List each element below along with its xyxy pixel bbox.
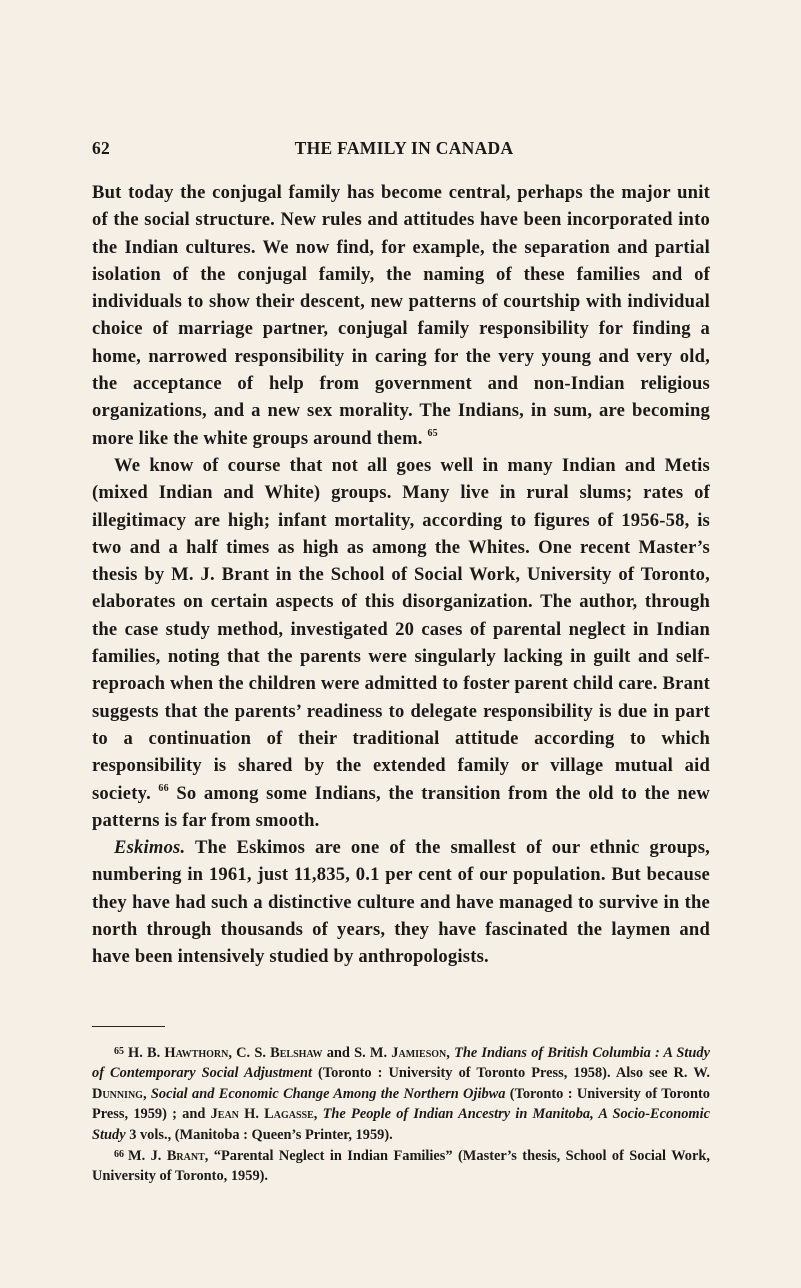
footnote-author: Dunning <box>92 1085 143 1102</box>
footnote-text: , <box>142 1085 151 1102</box>
footnote-number: 66 <box>114 1149 124 1161</box>
footnote-text: 3 vols., (Manitoba : Queen’s Printer, 1959). <box>125 1126 393 1143</box>
footnote-text: (Toronto : University of Toronto Press, 1959) ; and <box>92 1085 710 1123</box>
footnote-text: , “Parental Neglect in Indian Families” (Master’s thesis, School of Social Work, University of Toronto, 1959). <box>92 1148 710 1185</box>
footnote-text: , <box>446 1045 455 1061</box>
paragraph-text: We know of course that not all goes well in many Indian and Metis (mixed Indian and White) groups. Many live in rural slums; rates of illegitimacy are high; infant mortality, according to figures of 1956-58, is two and a half times as high as among the Whites. One recent Master’s thesis by M. J. Brant in the School of Social Work, University of Toronto, elaborates on certain aspects of this disorganization. The author, through the case study method, investigated 20 cases of parental neglect in Indian families, noting that the parents were singularly lacking in guilt and self-reproach when the children were admitted to foster parent child care. Brant suggests that the parents’ readiness to delegate responsibility is due in part to a continuation of their traditional attitude according to which responsibility is shared by the extended family or village mutual aid society. <box>92 454 710 804</box>
footnote-title: The People of Indian Ancestry in Manitoba, A Socio-Economic Study <box>92 1106 710 1143</box>
footnote-author: Belshaw <box>270 1045 323 1061</box>
footnote-text: (Toronto : University of Toronto Press, 1958). Also see R. W. <box>311 1065 710 1082</box>
footnote-author: Jamieson <box>391 1045 447 1061</box>
running-title: THE FAMILY IN CANADA <box>294 138 514 158</box>
footnote-author: Jean <box>210 1106 239 1123</box>
footnote-divider <box>92 1026 165 1027</box>
footnote-author: Brant <box>166 1148 205 1165</box>
footnote-65 <box>92 1042 710 1145</box>
body-text <box>92 179 710 971</box>
footnote-66 <box>92 1145 710 1187</box>
footnote-text: , C. S. <box>228 1045 271 1061</box>
paragraph-text-tail: So among some Indians, the transition from the old to the new patterns is far from smooth. <box>92 782 710 831</box>
page-number: 62 <box>92 138 111 158</box>
footnote-author: H. B. Hawthorn <box>128 1045 229 1061</box>
footnote-ref-65[interactable]: 65 <box>427 427 438 439</box>
footnote-text: , <box>313 1106 323 1123</box>
footnote-author: Lagasse <box>264 1106 314 1123</box>
footnote-text: M. J. <box>128 1148 167 1165</box>
paragraph-text: But today the conjugal family has become central, perhaps the major unit of the social structure. New rules and attitudes have been incorporated into the Indian cultures. We now find, for example, the separation and partial isolation of the conjugal family, the naming of these families and of individuals to show their descent, new patterns of courtship with individual choice of marriage partner, conjugal family responsibility for finding a home, narrowed responsibility in caring for the very young and very old, the acceptance of help from government and non-Indian religious organizations, and a new sex morality. The Indians, in sum, are becoming more like the white groups around them. <box>92 182 710 449</box>
footnote-text: and S. M. <box>322 1045 392 1061</box>
paragraph-conjugal-family <box>92 179 710 452</box>
footnote-text: H. <box>238 1106 265 1123</box>
footnote-number: 65 <box>114 1046 124 1057</box>
footnote-title: Social and Economic Change Among the Northern Ojibwa <box>150 1085 506 1102</box>
footnote-title: The Indians of British Columbia : A Study of Contemporary Social Adjustment <box>92 1045 710 1082</box>
footnotes <box>92 1042 710 1187</box>
running-head <box>92 138 710 162</box>
footnote-ref-66[interactable]: 66 <box>158 782 169 794</box>
paragraph-eskimos <box>92 834 710 970</box>
paragraph-indian-metis <box>92 452 710 834</box>
paragraph-text: The Eskimos are one of the smallest of our ethnic groups, numbering in 1961, just 11,835, 0.1 per cent of our population. But because they have had such a distinctive culture and have managed to survive in the north through thousands of years, they have fascinated the laymen and have been intensively studied by anthropologists. <box>92 837 710 968</box>
section-heading-eskimos: Eskimos. <box>114 837 186 859</box>
